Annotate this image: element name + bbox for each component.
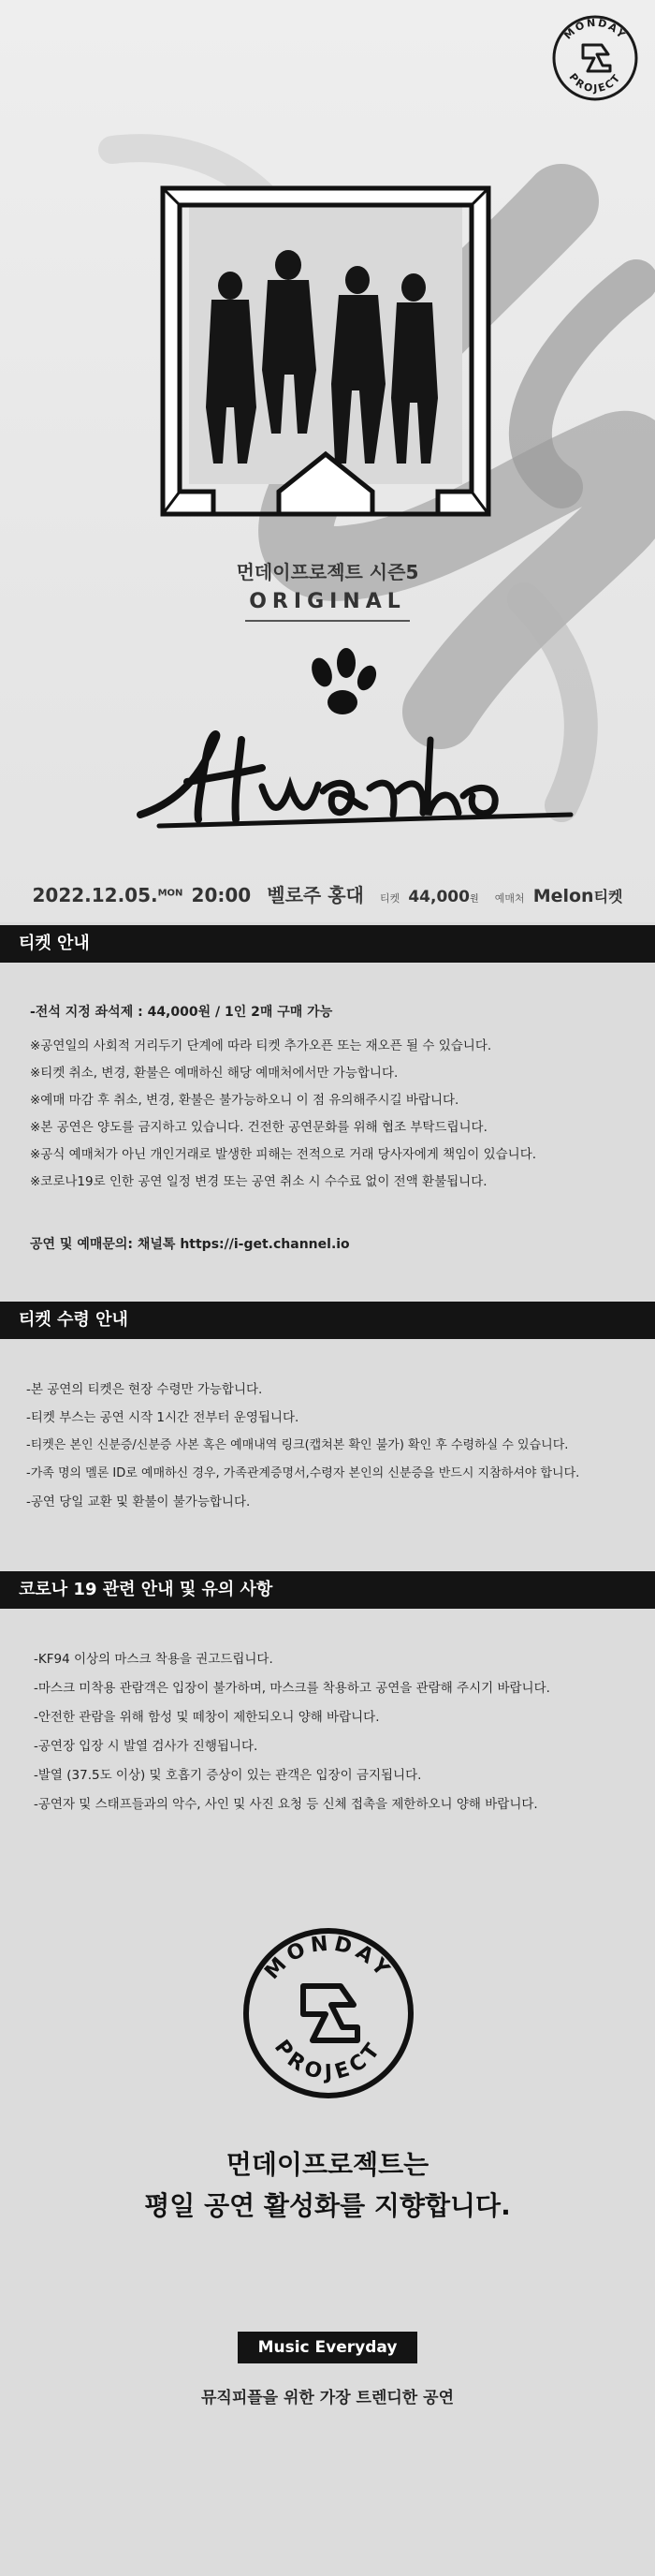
ticket-pickup-line-1: -본 공연의 티켓은 현장 수령만 가능합니다. bbox=[26, 1382, 263, 1397]
concert-poster bbox=[0, 0, 655, 922]
covid-line-3: -안전한 관람을 위해 함성 및 떼창이 제한되오니 양해 바랍니다. bbox=[34, 1710, 380, 1725]
badge-top-text: MONDAY bbox=[561, 16, 629, 42]
concert-time: 20:00 bbox=[191, 884, 252, 906]
svg-text:PROJECT bbox=[269, 2036, 387, 2085]
concert-venue: 벨로주 홍대 bbox=[267, 884, 364, 906]
covid-body bbox=[0, 1609, 655, 1833]
seller-label: 예매처 bbox=[494, 892, 525, 905]
ticket-pickup-line-3: -티켓은 본인 신분증/신분증 사본 혹은 예매내역 링크(캡쳐본 확인 불가) 확인 후 수령하실 수 있습니다. bbox=[26, 1438, 569, 1452]
hwanho-signature bbox=[131, 702, 580, 843]
badge-bottom-text: PROJECT bbox=[566, 70, 624, 96]
concert-date: 2022.12.05. bbox=[32, 884, 158, 906]
slogan-line-1: 먼데이프로젝트는 bbox=[226, 2149, 429, 2180]
logo-text-project: PROJECT bbox=[269, 2036, 388, 2085]
ticket-info-line-7: ※코로나19로 인한 공연 일정 변경 또는 공연 취소 시 수수료 없이 전액 환불됩니다. bbox=[30, 1174, 488, 1189]
ticket-contact: 공연 및 예매문의: 채널톡 https://i-get.channel.io bbox=[30, 1237, 350, 1252]
ticket-info-line-4: ※예매 마감 후 취소, 변경, 환불은 불가능하오니 이 점 유의해주시길 바랍니다. bbox=[30, 1093, 459, 1108]
ticket-pickup-header: 티켓 수령 안내 bbox=[0, 1302, 655, 1339]
ticket-pickup-body bbox=[0, 1339, 655, 1554]
ticket-pickup-line-4: -가족 명의 멜론 ID로 예매하신 경우, 가족관계증명서,수령자 본인의 신분증을 반드시 지참하셔야 합니다. bbox=[26, 1466, 580, 1480]
ticket-pickup-line-2: -티켓 부스는 공연 시작 1시간 전부터 운영됩니다. bbox=[26, 1410, 299, 1425]
covid-line-5: -발열 (37.5도 이상) 및 호흡기 증상이 있는 관객은 입장이 금지됩니다. bbox=[34, 1768, 422, 1783]
svg-text:PROJECT bbox=[567, 71, 624, 96]
band-photo-m-frame bbox=[157, 183, 494, 520]
logo-text-monday: MONDAY bbox=[260, 1932, 397, 1985]
covid-line-6: -공연자 및 스태프들과의 악수, 사인 및 사진 요청 등 신체 접촉을 제한하오니 양해 바랍니다. bbox=[34, 1797, 538, 1812]
tagline: 뮤직피플을 위한 가장 트렌디한 공연 bbox=[200, 2389, 454, 2407]
season-title: 먼데이프로젝트 시즌5 bbox=[236, 561, 419, 583]
concert-info-line bbox=[0, 880, 655, 907]
ticket-info-line-2: ※공연일의 사회적 거리두기 단계에 따라 티켓 추가오픈 또는 재오픈 될 수 있습니다. bbox=[30, 1038, 492, 1053]
svg-text:MONDAY bbox=[561, 17, 628, 42]
covid-header: 코로나 19 관련 안내 및 유의 사항 bbox=[0, 1571, 655, 1609]
ticket-info-line-5: ※본 공연은 양도를 금지하고 있습니다. 건전한 공연문화를 위해 협조 부탁드립니다. bbox=[30, 1120, 488, 1135]
original-underline bbox=[245, 620, 410, 622]
ticket-label: 티켓 bbox=[379, 892, 400, 905]
price-unit: 원 bbox=[469, 894, 479, 905]
slogan-line-2: 평일 공연 활성화를 지향합니다. bbox=[144, 2190, 511, 2221]
ticket-info-line-1: -전석 지정 좌석제 : 44,000원 / 1인 2매 구매 가능 bbox=[30, 1005, 333, 1020]
concert-day-of-week: MON bbox=[157, 888, 183, 899]
ticket-price: 44,000 bbox=[408, 888, 470, 906]
svg-text:MONDAY bbox=[260, 1932, 396, 1984]
melon-logo-text: Melon bbox=[532, 886, 594, 906]
ticket-info-line-6: ※공식 예매처가 아닌 개인거래로 발생한 피해는 전적으로 거래 당사자에게 책임이 있습니다. bbox=[30, 1147, 537, 1162]
music-everyday-badge: Music Everyday bbox=[238, 2332, 417, 2363]
ticket-info-header: 티켓 안내 bbox=[0, 925, 655, 963]
ticket-info-line-3: ※티켓 취소, 변경, 환불은 예매하신 해당 예매처에서만 가능합니다. bbox=[30, 1066, 399, 1081]
ticket-pickup-line-5: -공연 당일 교환 및 환불이 불가능합니다. bbox=[26, 1494, 251, 1509]
covid-line-2: -마스크 미착용 관람객은 입장이 불가하며, 마스크를 착용하고 공연을 관람해 주시기 바랍니다. bbox=[34, 1681, 550, 1696]
covid-line-1: -KF94 이상의 마스크 착용을 권고드립니다. bbox=[34, 1652, 273, 1667]
monday-project-badge bbox=[550, 13, 640, 103]
original-label: ORIGINAL bbox=[249, 590, 406, 613]
monday-project-logo bbox=[240, 1924, 417, 2102]
melon-ticket-suffix: 티켓 bbox=[593, 888, 623, 905]
ticket-info-body bbox=[0, 963, 655, 1281]
covid-line-4: -공연장 입장 시 발열 검사가 진행됩니다. bbox=[34, 1739, 258, 1754]
